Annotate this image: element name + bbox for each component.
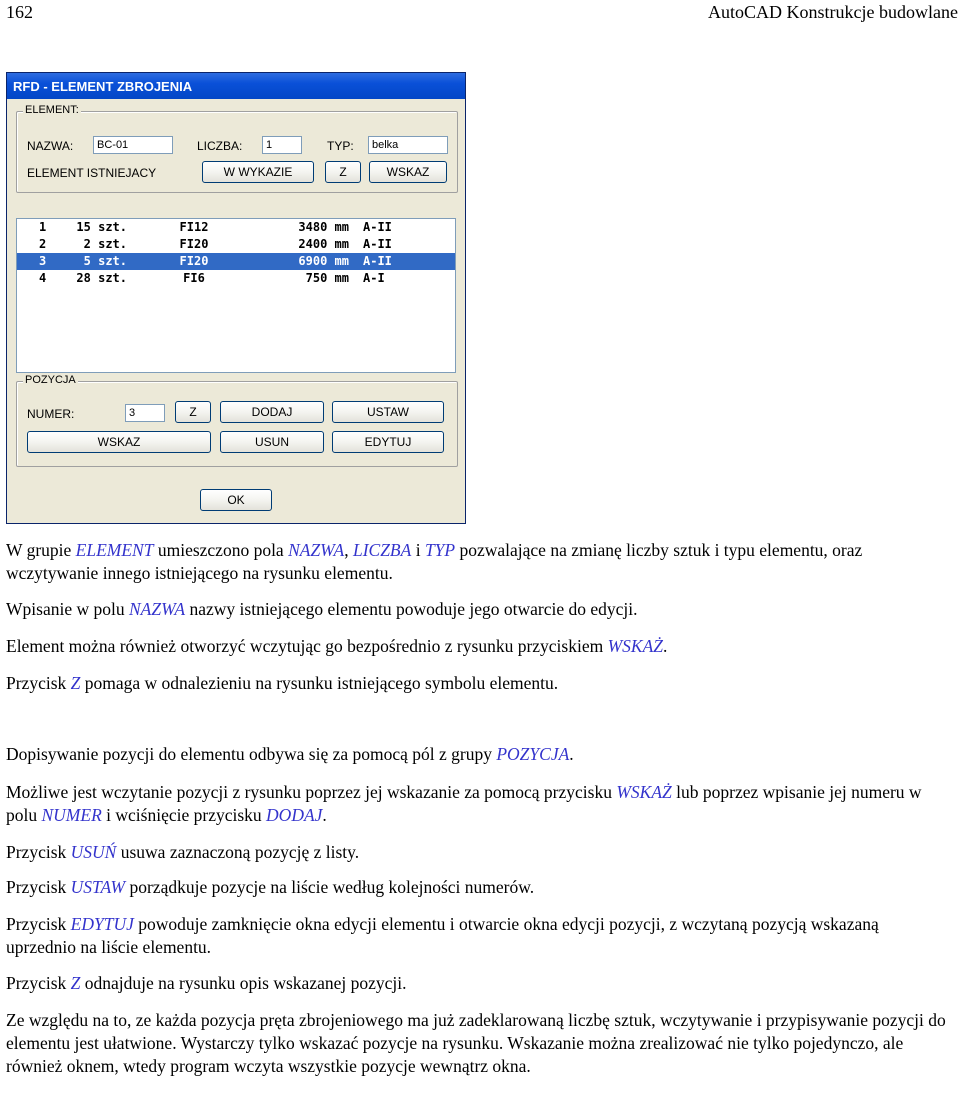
running-title: AutoCAD Konstrukcje budowlane: [708, 2, 958, 22]
name-field[interactable]: BC-01: [93, 136, 173, 154]
ok-button[interactable]: OK: [200, 489, 272, 511]
paragraph-delete-button: Przycisk USUŃ usuwa zaznaczoną pozycję z listy.: [6, 842, 360, 862]
type-field[interactable]: belka: [368, 136, 448, 154]
in-list-button[interactable]: W WYKAZIE: [202, 161, 314, 183]
list-item[interactable]: 2 2 szt. FI20 2400 mm A-II: [39, 237, 392, 251]
page-header: [0, 0, 960, 24]
count-field[interactable]: 1: [262, 136, 302, 154]
dialog-titlebar[interactable]: [7, 73, 465, 99]
position-pick-button[interactable]: WSKAZ: [27, 431, 211, 453]
position-group-label: POZYCJA: [25, 374, 76, 386]
list-item[interactable]: 4 28 szt. FI6 750 mm A-I: [39, 271, 385, 285]
existing-element-label: ELEMENT ISTNIEJACY: [27, 166, 157, 180]
add-button[interactable]: DODAJ: [220, 401, 324, 423]
number-field[interactable]: 3: [125, 404, 165, 422]
dialog-title: RFD - ELEMENT ZBROJENIA: [13, 79, 193, 94]
list-item[interactable]: 1 15 szt. FI12 3480 mm A-II: [39, 220, 392, 234]
sort-button[interactable]: USTAW: [332, 401, 444, 423]
count-label: LICZBA:: [197, 139, 243, 153]
edit-button[interactable]: EDYTUJ: [332, 431, 444, 453]
number-label: NUMER:: [27, 407, 75, 421]
element-find-button[interactable]: Z: [325, 161, 361, 183]
element-dialog: [6, 72, 466, 524]
paragraph-sort-button: Przycisk USTAW porządkuje pozycje na liście według kolejności numerów.: [6, 877, 535, 897]
element-pick-button[interactable]: WSKAZ: [369, 161, 447, 183]
position-list[interactable]: [16, 218, 456, 373]
list-item-selected[interactable]: 3 5 szt. FI20 6900 mm A-II: [17, 253, 455, 270]
page-number: 162: [6, 2, 33, 22]
paragraph-summary: Ze względu na to, ze każda pozycja pręta zbrojeniowego ma już zadeklarowaną liczbę sztuk, wczytywanie i przypisywanie pozycji do elementu jest ułatwione. Wystarczy tylko wskazać pozycje na rysunku. Wskazanie można zrealizować nie tylko pojedynczo, ale również oknem, wtedy program wczyta wszystkie pozycje wewnątrz okna.: [6, 1010, 946, 1076]
paragraph-find-button: Przycisk Z pomaga w odnalezieniu na rysunku istniejącego symbolu elementu.: [6, 673, 559, 693]
paragraph-name-field: Wpisanie w polu NAZWA nazwy istniejącego elementu powoduje jego otwarcie do edycji.: [6, 599, 638, 619]
element-group-label: ELEMENT:: [25, 104, 79, 116]
name-label: NAZWA:: [27, 139, 74, 153]
delete-button[interactable]: USUN: [220, 431, 324, 453]
paragraph-element-group: W grupie ELEMENT umieszczono pola NAZWA, LICZBA i TYP pozwalające na zmianę liczby sztuk i typu elementu, oraz wczytywanie innego istniejącego na rysunku elementu.: [6, 540, 863, 583]
paragraph-position-input: Możliwe jest wczytanie pozycji z rysunku poprzez jej wskazanie za pomocą przycisku WSKAŻ lub poprzez wpisanie jej numeru w polu NUMER i wciśnięcie przycisku DODAJ.: [6, 782, 922, 825]
paragraph-pick-button: Element można również otworzyć wczytując go bezpośrednio z rysunku przyciskiem WSKAŻ.: [6, 636, 668, 656]
type-label: TYP:: [327, 139, 354, 153]
position-find-button[interactable]: Z: [175, 401, 211, 423]
position-group: [16, 374, 458, 467]
paragraph-position-find-button: Przycisk Z odnajduje na rysunku opis wskazanej pozycji.: [6, 973, 407, 993]
paragraph-edit-button: Przycisk EDYTUJ powoduje zamknięcie okna edycji elementu i otwarcie okna edycji pozycji, z wczytaną pozycją wskazaną uprzednio na liście elementu.: [6, 914, 879, 957]
paragraph-position-group: Dopisywanie pozycji do elementu odbywa się za pomocą pól z grupy POZYCJA.: [6, 744, 574, 764]
